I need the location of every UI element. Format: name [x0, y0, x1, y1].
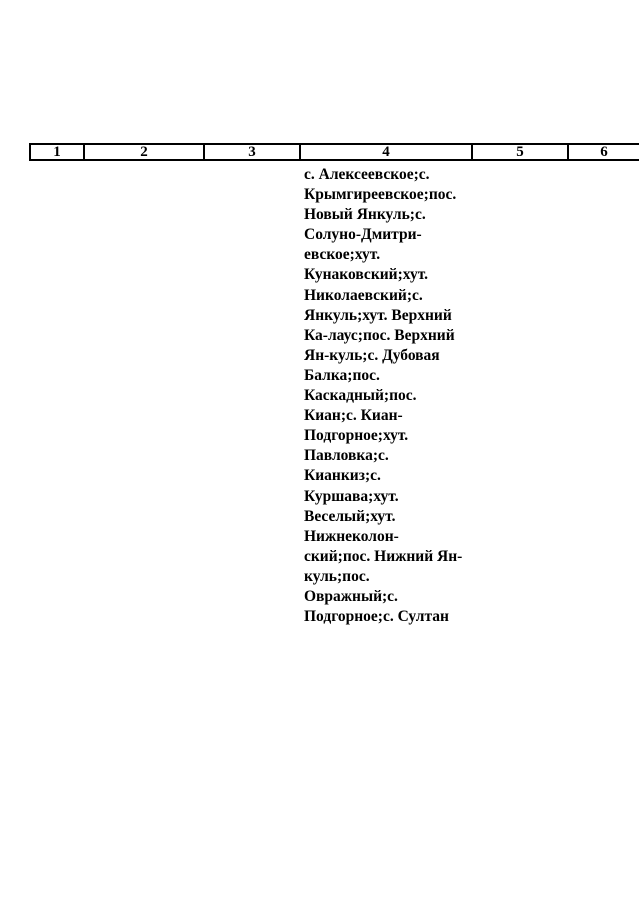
settlement-line: хут. Верхний Ка-	[304, 306, 452, 344]
settlement-line: хут. Веселый;	[304, 487, 399, 525]
settlement-line: пос. Нижний Ян-	[342, 547, 463, 565]
column-header-6: 6	[567, 145, 639, 159]
column-header-3: 3	[203, 145, 299, 159]
settlement-line: лаус;	[327, 326, 363, 344]
column-header-5: 5	[471, 145, 567, 159]
settlement-line: ский;	[304, 547, 343, 565]
settlement-line: хут. Кунаковский;	[304, 246, 403, 284]
settlement-line: с. Солуно-Дмитри-	[304, 206, 426, 244]
settlement-line: с. Алексеевское;	[304, 166, 419, 183]
column-4-settlement-list	[304, 165, 464, 627]
column-header-4: 4	[299, 145, 471, 159]
settlement-line: с. Кианкиз;	[304, 447, 389, 485]
settlement-line: пос. Новый Янкуль;	[304, 186, 457, 224]
settlement-line: хут. Нижнеколон-	[304, 507, 399, 545]
settlement-line: пос. Овражный;	[304, 567, 388, 605]
settlement-line: с. Янкуль;	[304, 286, 423, 324]
settlement-line: с. Куршава;	[304, 467, 381, 505]
settlement-line: с. Киан-Подгорное;	[304, 407, 403, 445]
settlement-line: с. Дубовая Балка;	[304, 346, 440, 384]
column-header-2: 2	[83, 145, 203, 159]
settlement-line: хут. Павловка;	[304, 427, 409, 465]
table-header-row	[29, 143, 639, 161]
settlement-line: пос. Верхний Ян-	[304, 326, 455, 364]
settlement-line: хут. Николаевский;	[304, 266, 429, 304]
settlement-line: пос. Каскадный;	[304, 366, 390, 405]
settlement-line: куль;	[329, 346, 368, 364]
settlement-line: с. Крымгиреевское;	[304, 166, 430, 204]
settlement-line: пос. Киан;	[304, 387, 417, 425]
settlement-line: с. Султан	[382, 608, 449, 626]
settlement-line: евское;	[304, 246, 355, 264]
column-header-1: 1	[29, 145, 83, 159]
settlement-line: с. Подгорное;	[304, 587, 398, 626]
settlement-line: куль;	[304, 567, 343, 585]
